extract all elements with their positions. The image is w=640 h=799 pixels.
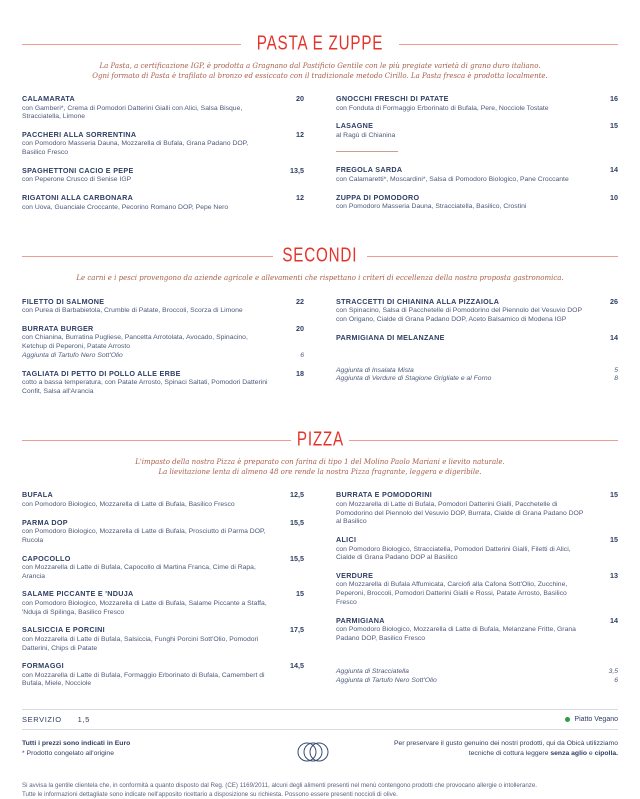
column-right [336,94,618,220]
item-name: CALAMARATA [22,94,76,103]
menu-item [22,625,304,653]
section-title: PASTA E ZUPPE [256,32,384,55]
servizio-row [22,710,618,729]
item-name: SPAGHETTONI CACIO E PEPE [22,165,134,175]
item-price: 22 [296,296,304,306]
header-rule-left [22,44,241,45]
addition-label: Aggiunta di Verdure di Stagione Grigliate e al Forno [336,375,492,383]
menu-item [22,130,304,158]
servizio-price: 1,5 [77,715,90,725]
frozen-note: * Prodotto congelato all'origine [22,749,114,757]
item-name: STRACCETTI DI CHIANINA ALLA PIZZAIOLA [336,296,500,306]
item-price: 15 [296,589,304,599]
menu-item [22,589,304,617]
item-price: 12 [296,129,304,139]
item-description: con Pomodoro Biologico, Mozzarella di Latte di Bufala, Basilico Fresco [22,500,235,508]
item-description: con Pomodoro Masseria Dauna, Mozzarella di Bufala, Grana Padano DOP, Basilico Fresco [22,140,249,157]
item-description: con Purea di Barbabietola, Crumble di Patate, Broccoli, Scorza di Limone [22,307,243,315]
cooking-note-bold: senza aglio [550,749,588,757]
section-pizza [22,429,618,697]
item-description: con Fonduta di Formaggio Erborinato di Bufala, Pere, Nocciole Tostate [336,104,549,112]
item-price: 15 [610,535,618,545]
item-name: TAGLIATA DI PETTO DI POLLO ALLE ERBE [22,368,181,378]
addition-price: 8 [614,375,618,383]
header-rule-left [22,256,273,257]
item-name: PARMIGIANA DI MELANZANE [336,332,445,342]
item-price: 15,5 [290,517,304,527]
item-name: FORMAGGI [22,661,64,671]
item-price: 15 [610,121,618,131]
menu-item [22,554,304,582]
section-pasta-e-zuppe [22,33,618,220]
item-name: CAPOCOLLO [22,553,71,563]
menu-item [336,94,618,113]
item-description: con Calamaretti*, Moscardini*, Salsa di Pomodoro Biologico, Pane Croccante [336,175,569,183]
menu-item [336,165,618,184]
item-price: 16 [610,94,618,103]
cooking-note-bold: cipolla. [594,749,618,757]
menu-item [22,369,304,397]
header-rule-left [22,440,291,441]
menu-item [22,661,304,689]
addition-price: 6 [300,351,304,359]
item-price: 20 [296,323,304,333]
column-right [336,490,618,697]
item-price: 12 [296,193,304,203]
menu-item [22,490,304,509]
column-left [22,490,304,697]
legal-note [22,781,618,799]
vegan-dot-icon [565,717,570,722]
header-rule-right [399,44,618,45]
item-price: 13,5 [290,165,304,175]
addition-line [336,668,618,677]
item-description: con Pomodoro Masseria Dauna, Stracciatella, Basilico, Crostini [336,203,527,211]
section-header [22,33,618,55]
item-description: con Mozzarella di Latte di Bufala, Capocollo di Martina Franca, Cime di Rapa, Arancia [22,564,256,580]
menu-item [22,166,304,185]
menu-item [336,571,618,608]
addition-label: Aggiunta di Tartufo Nero Sott'Olio [22,351,123,359]
item-price: 14 [610,615,618,625]
menu-item [22,324,304,361]
cooking-note [383,739,618,758]
menu-item [336,535,618,563]
menu-item [336,490,618,527]
addition-label: Aggiunta di Tartufo Nero Sott'Olio [336,677,437,685]
item-description: cotto a bassa temperatura, con Patate Arrosto, Spinaci Saltati, Pomodori Datterini Confit, Salsa all'Arancia [22,379,268,395]
item-name: GNOCCHI FRESCHI DI PATATE [336,94,449,103]
section-title: PIZZA [296,428,344,452]
additions-block [336,367,618,384]
item-description: con Pomodoro Biologico, Mozzarella di Latte di Bufala, Prosciutto di Parma DOP, Rucola [22,528,266,544]
item-name: LASAGNE [336,121,374,131]
menu-item [336,616,618,644]
item-price: 15 [610,490,618,500]
subtitle-line: L'impasto della nostra Pizza è preparato con farina di tipo 1 del Molino Paolo Mariani e lievito naturale. [135,458,505,467]
item-description: al Ragù di Chianina [336,131,396,139]
addition-price: 3,5 [608,668,618,676]
addition-price: 5 [614,366,618,374]
item-name: PACCHERI ALLA SORRENTINA [22,129,137,139]
item-description: con Pomodoro Biologico, Mozzarella di Latte di Bufala, Melanzane Fritte, Grana Padano DOP, Basilico Fresco [336,626,576,642]
cooking-note-part: Per preservare il gusto genuino dei nostri prodotti, qui da Obicà utilizziamo tecniche di cottura leggere [393,740,618,757]
item-description: con Chianina, Burratina Pugliese, Pancetta Arrotolata, Avocado, Spinacino, Ketchup di Peperoni, Patate Arrosto [22,334,248,351]
column-left [22,94,304,220]
item-price: 14 [610,332,618,342]
header-rule-right [367,256,618,257]
footer-info-row [22,730,618,772]
item-price: 18 [296,368,304,378]
prices-note [22,739,242,758]
item-name: FILETTO DI SALMONE [22,296,105,306]
item-name: ZUPPA DI POMODORO [336,192,420,202]
item-description: con Gamberi*, Crema di Pomodori Datterini Gialli con Alici, Salsa Bisque, Stracciatella, Limone [22,104,243,121]
addition-line [22,352,304,361]
item-price: 12,5 [290,490,304,500]
item-price: 20 [296,94,304,103]
item-name: SALAME PICCANTE E 'NDUJA [22,589,134,599]
column-divider [336,151,398,152]
subtitle-line: Le carni e i pesci provengono da aziende agricole e allevamenti che rispettano i criteri di eccellenza della nostra proposta gastronomica. [76,274,564,283]
column-right [336,297,618,405]
section-header [22,245,618,267]
addition-label: Aggiunta di Insalata Mista [336,366,414,374]
item-name: FREGOLA SARDA [336,165,403,175]
item-description: con Pomodoro Biologico, Stracciatella, Pomodori Datterini Gialli, Filetti di Alici, Cialde di Grana Padano DOP al Basilico [336,545,571,562]
item-price: 15,5 [290,553,304,563]
addition-line [336,367,618,376]
item-description: con Uova, Guanciale Croccante, Pecorino Romano DOP, Pepe Nero [22,203,229,211]
menu-item [336,333,618,342]
addition-line [336,677,618,686]
legal-line: Si avvisa la gentile clientela che, in conformità a quanto disposto dal Reg. (CE) 1169/2011, alcuni degli alimenti presenti nel menù contengono prodotti che provocano allergie o intolleranze. [22,782,538,790]
item-price: 10 [610,192,618,202]
subtitle-line: Ogni formato di Pasta è trafilato al bronzo ed essiccato con il tradizionale metodo Cirillo. La Pasta fresca è prodotta localmente. [92,71,548,80]
item-description: con Spinacino, Salsa di Pacchetelle di Pomodorino del Piennolo del Vesuvio DOP con Origano, Cialde di Grana Padano DOP, Aceto Balsamico di Modena IGP [336,307,582,323]
item-name: ALICI [336,535,357,545]
item-name: RIGATONI ALLA CARBONARA [22,193,134,203]
item-name: PARMIGIANA [336,615,385,625]
addition-price: 6 [614,677,618,685]
cooking-note-part: e [587,749,595,757]
menu-item [336,297,618,325]
item-description: con Peperone Crusco di Senise IGP [22,176,132,184]
addition-line [336,375,618,384]
item-price: 26 [610,296,618,306]
item-description: con Mozzarella di Bufala Affumicata, Carciofi alla Cafona Sott'Olio, Zucchine, Peperoni, Broccoli, Pomodori Datterini Gialli e Rossi, Patate Arrosto, Basilico Fresco [336,581,568,606]
section-title: SECONDI [282,244,358,268]
item-name: BUFALA [22,490,53,500]
item-description: con Mozzarella di Latte di Bufala, Pomodori Datterini Gialli, Pacchetelle di Pomodorino del Piennolo del Vesuvio DOP, Burrata, Cialde di Grana Padano DOP al Basilico [336,500,584,526]
vegan-label: Piatto Vegano [574,716,618,724]
section-subtitle [22,62,618,81]
legal-line: Tutte le informazioni dettagliate sono indicate nell'apposito ricettario a disposizione su richiesta. Possono essere presenti noccioli di olive. [22,791,398,799]
servizio-label: SERVIZIO [22,715,62,725]
prices-note-bold: Tutti i prezzi sono indicati in Euro [22,740,131,748]
item-name: SALSICCIA E PORCINI [22,625,105,635]
item-description: con Mozzarella di Latte di Bufala, Salsiccia, Funghi Porcini Sott'Olio, Pomodori Datterini, Chips di Patate [22,635,259,652]
item-description: con Pomodoro Biologico, Mozzarella di Latte di Bufala, Salame Piccante a Staffa, 'Nduja di Spilinga, Basilico Fresco [22,599,267,616]
menu-item [22,193,304,212]
item-name: PARMA DOP [22,517,68,527]
obica-logo-icon [296,739,330,768]
vegan-indicator [565,716,618,723]
menu-item [22,94,304,122]
item-price: 14,5 [290,661,304,671]
menu-item [336,193,618,212]
item-price: 13 [610,570,618,580]
item-price: 17,5 [290,625,304,635]
servizio-note [22,715,90,724]
addition-label: Aggiunta di Stracciatella [336,668,409,676]
section-secondi [22,245,618,404]
section-subtitle [22,458,618,477]
section-subtitle [22,274,618,284]
menu-item [336,121,618,140]
item-name: VERDURE [336,570,374,580]
item-name: BURRATA E POMODORINI [336,490,433,500]
menu-item [22,297,304,316]
additions-block [336,668,618,685]
section-header [22,429,618,451]
subtitle-line: La lievitazione lenta di almeno 48 ore rende la nostra Pizza fragrante, leggera e digeribile. [158,467,482,476]
subtitle-line: La Pasta, a certificazione IGP, è prodotta a Gragnano dal Pastificio Gentile con le più pregiate varietà di grano duro italiano. [99,62,541,70]
item-price: 14 [610,165,618,175]
item-name: BURRATA BURGER [22,323,94,333]
column-left [22,297,304,405]
header-rule-right [349,440,618,441]
menu-item [22,518,304,546]
item-description: con Mozzarella di Latte di Bufala, Formaggio Erborinato di Bufala, Camembert di Bufala, Miele, Nocciole [22,671,265,688]
